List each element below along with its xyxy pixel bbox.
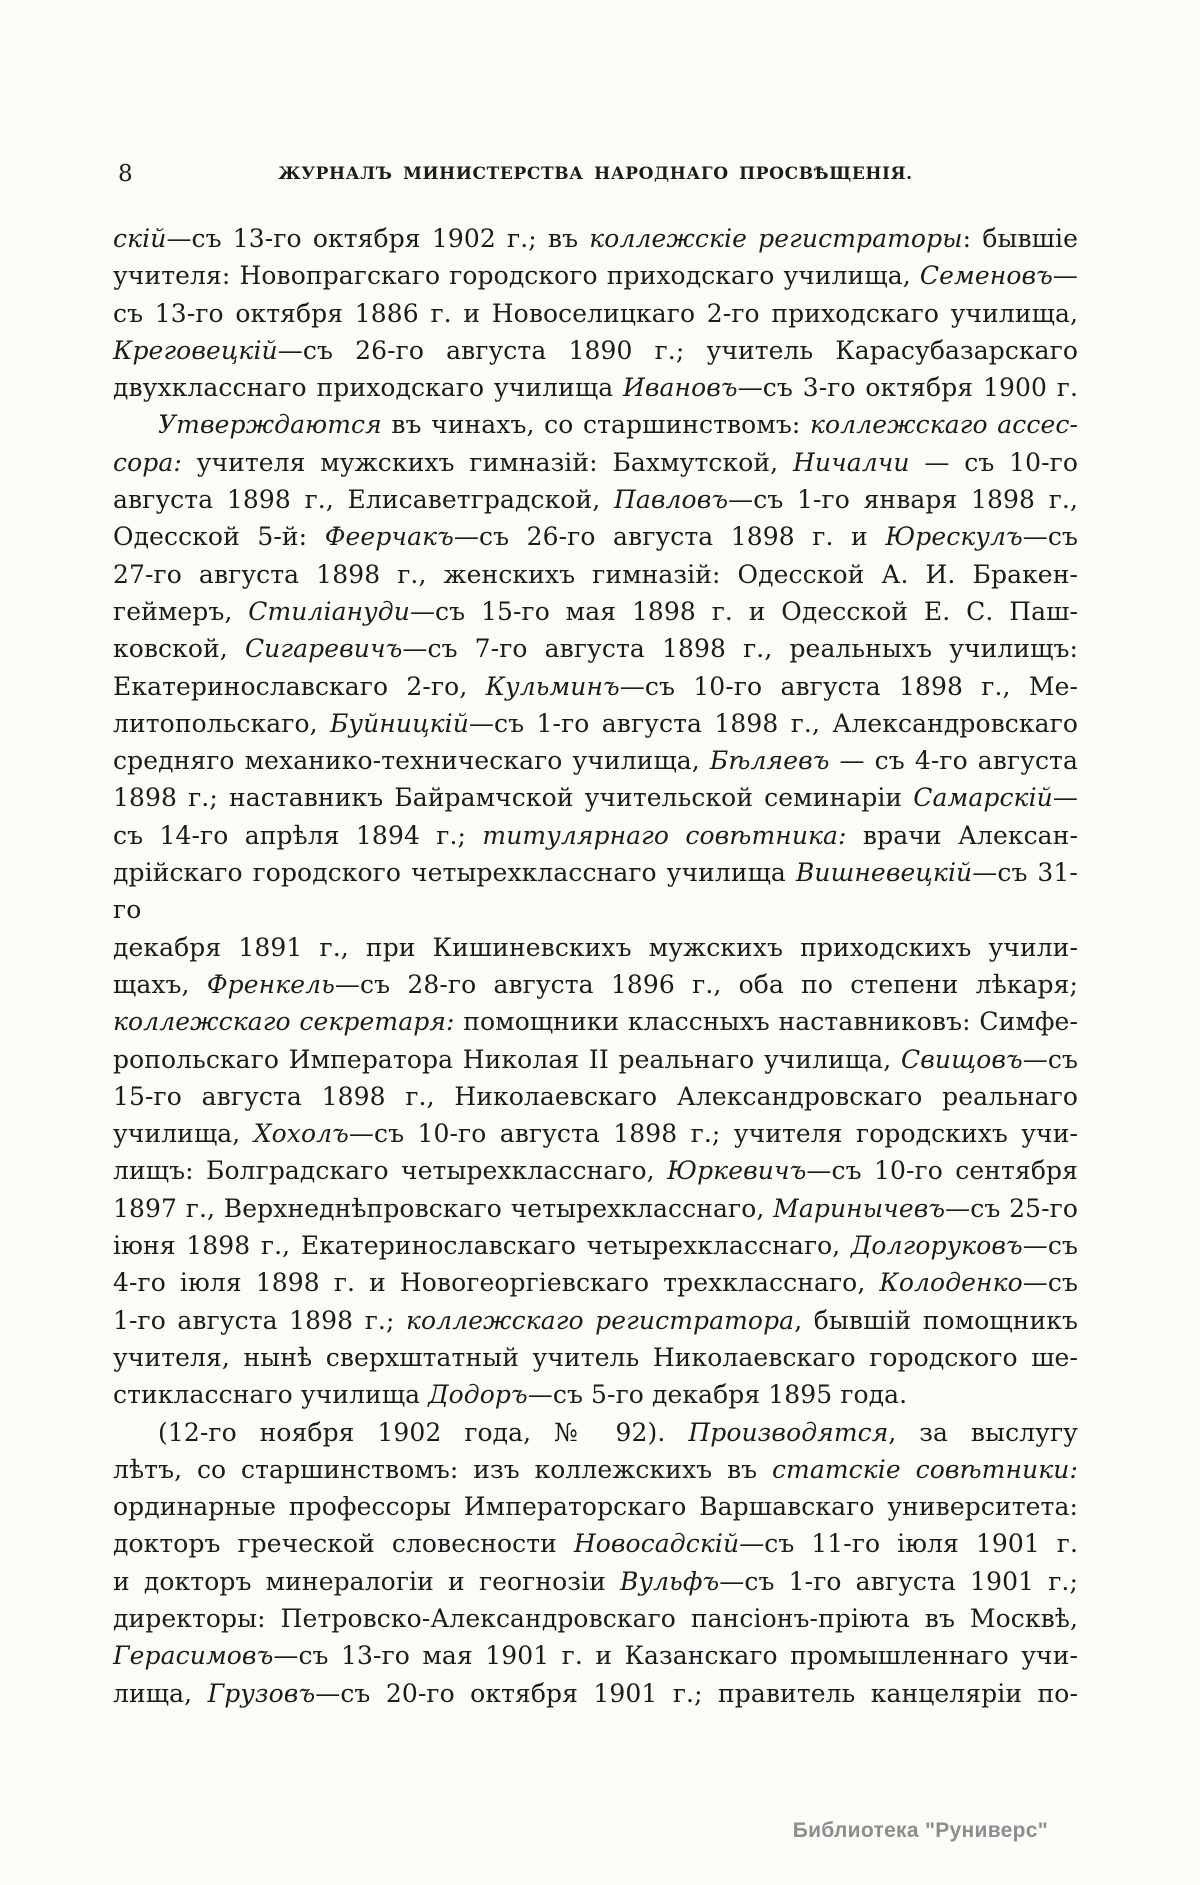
text-line: ординарные профессоры Императорскаго Варшавскаго университета: (113, 1492, 1078, 1522)
text-line: съ 13-го октября 1886 г. и Новоселицкаго 2-го приходскаго училища, (113, 298, 1078, 328)
text-line: дрійскаго городского четырехкласснаго училища Вишневецкій—съ 31-го (113, 858, 1078, 925)
text-line: учителя: Новопрагскаго городского приходскаго училища, Семеновъ— (113, 261, 1078, 291)
text-line: лѣтъ, со старшинствомъ: изъ коллежскихъ въ статскіе совѣтники: (113, 1454, 1078, 1484)
text-line: декабря 1891 г., при Кишиневскихъ мужскихъ приходскихъ учили- (113, 932, 1078, 962)
text-line: Утверждаются въ чинахъ, со старшинствомъ: коллежскаго ассес- (158, 410, 1078, 440)
text-line: августа 1898 г., Елисаветградской, Павловъ—съ 1-го января 1898 г., (113, 485, 1078, 515)
text-line: скій—съ 13-го октября 1902 г.; въ коллежскіе регистраторы: бывшіе (113, 224, 1078, 253)
text-line: (12-го ноября 1902 года, № 92). Производятся, за выслугу (158, 1417, 1078, 1447)
text-line: лищъ: Болградскаго четырехкласснаго, Юркевичъ—съ 10-го сентября (113, 1156, 1078, 1186)
text-line: ропольскаго Императора Николая II реальнаго училища, Свищовъ—съ (113, 1044, 1078, 1074)
text-line: Екатеринославскаго 2-го, Кульминъ—съ 10-го августа 1898 г., Ме- (113, 671, 1079, 701)
text-line: учителя, нынѣ сверхштатный учитель Николаевскаго городского ше- (113, 1342, 1078, 1372)
text-line: двухкласснаго приходскаго училища Ивановъ—съ 3-го октября 1900 г. (113, 373, 1079, 403)
text-line: Креговецкій—съ 26-го августа 1890 г.; учитель Карасубазарскаго (113, 335, 1078, 365)
text-line: стикласснаго училища Додоръ—съ 5-го декабря 1895 года. (113, 1380, 908, 1410)
text-line: коллежскаго секретаря: помощники классныхъ наставниковъ: Симфе- (113, 1007, 1078, 1037)
body-text (113, 220, 1078, 1712)
text-line: 15-го августа 1898 г., Николаевскаго Александровскаго реальнаго (113, 1081, 1078, 1111)
page-header (113, 160, 1078, 190)
journal-title: ЖУРНАЛЪ МИНИСТЕРСТВА НАРОДНАГО ПРОСВѢЩЕНІЯ. (278, 164, 913, 184)
text-line: училища, Хохолъ—съ 10-го августа 1898 г.; учителя городскихъ учи- (113, 1119, 1078, 1149)
text-line: средняго механико-техническаго училища, Бѣляевъ — съ 4-го августа (113, 746, 1078, 776)
text-line: Герасимовъ—съ 13-го мая 1901 г. и Казанскаго промышленнаго учи- (113, 1641, 1078, 1671)
library-watermark: Библиотека "Руниверс" (792, 1819, 1048, 1842)
text-line: 1897 г., Верхнеднѣпровскаго четырехкласснаго, Маринычевъ—съ 25-го (113, 1193, 1078, 1223)
text-line: геймеръ, Стиліануди—съ 15-го мая 1898 г. и Одесской Е. С. Паш- (113, 596, 1078, 626)
page-number: 8 (118, 161, 133, 187)
text-line: 27-го августа 1898 г., женскихъ гимназій: Одесской А. И. Бракен- (113, 559, 1078, 589)
text-line: докторъ греческой словесности Новосадскій—съ 11-го іюля 1901 г. (113, 1529, 1078, 1559)
text-line: ковской, Сигаревичъ—съ 7-го августа 1898 г., реальныхъ училищъ: (113, 634, 1079, 664)
text-line: и докторъ минералогіи и геогнозіи Вульфъ—съ 1-го августа 1901 г.; (113, 1566, 1078, 1596)
text-line: іюня 1898 г., Екатеринославскаго четырехкласснаго, Долгоруковъ—съ (113, 1231, 1078, 1261)
text-line: 1898 г.; наставникъ Байрамчской учительской семинаріи Самарскій— (113, 783, 1078, 813)
text-line: съ 14-го апрѣля 1894 г.; титулярнаго совѣтника: врачи Алексан- (113, 820, 1078, 850)
text-line: щахъ, Френкель—съ 28-го августа 1896 г., оба по степени лѣкаря; (113, 969, 1078, 999)
text-line: директоры: Петровско-Александровскаго пансіонъ-пріюта въ Москвѣ, (113, 1603, 1078, 1633)
text-line: 4-го іюля 1898 г. и Новогеоргіевскаго трехкласснаго, Колоденко—съ (113, 1268, 1078, 1298)
text-line: литопольскаго, Буйницкій—съ 1-го августа 1898 г., Александровскаго (113, 708, 1078, 738)
text-line: 1-го августа 1898 г.; коллежскаго регистратора, бывшій помощникъ (113, 1305, 1079, 1335)
text-line: Одесской 5-й: Феерчакъ—съ 26-го августа 1898 г. и Юрескулъ—съ (113, 522, 1078, 552)
text-line: лища, Грузовъ—съ 20-го октября 1901 г.; правитель канцеляріи по- (113, 1678, 1079, 1708)
text-line: сора: учителя мужскихъ гимназій: Бахмутской, Ничалчи — съ 10-го (113, 447, 1079, 477)
